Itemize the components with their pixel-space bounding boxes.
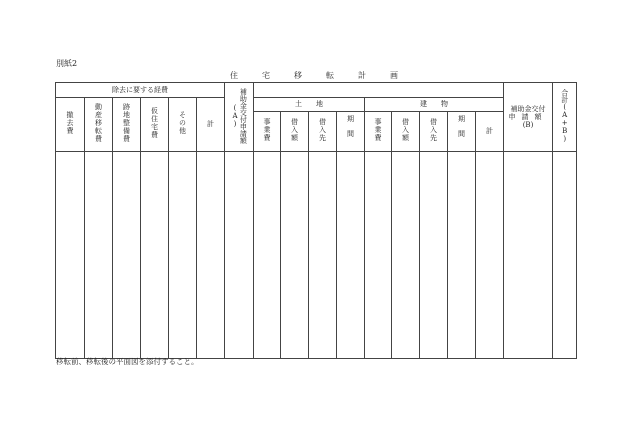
col-building-subtotal: 計 (476, 112, 504, 152)
col-movables: 動産移転費 (85, 98, 113, 152)
cell-land-lender[interactable] (309, 152, 337, 359)
col-site-prep: 跡地整備費 (113, 98, 141, 152)
col-land-lender: 借入先 (309, 112, 337, 152)
col-removal-subtotal: 計 (197, 98, 225, 152)
cell-removal-subtotal[interactable] (197, 152, 225, 359)
cell-building-loan-amount[interactable] (392, 152, 420, 359)
col-land-period: 期間 (337, 112, 365, 152)
footer-note: 移転前、移転後の平面図を添付すること。 (56, 357, 199, 366)
subsidy-b-header: 補助金交付 申請額 (B) (504, 83, 553, 152)
cell-subsidy-b[interactable] (504, 152, 553, 359)
col-land-loan-amount: 借入額 (281, 112, 309, 152)
col-building-period: 期間 (448, 112, 476, 152)
cell-building-subtotal[interactable] (476, 152, 504, 359)
blank-group-header (254, 83, 504, 98)
attachment-label: 別紙2 (56, 59, 78, 68)
cell-demolition[interactable] (56, 152, 85, 359)
building-group-header: 建 物 (365, 98, 504, 112)
cell-land-project-cost[interactable] (254, 152, 281, 359)
cell-temp-housing[interactable] (141, 152, 169, 359)
col-building-lender: 借入先 (420, 112, 448, 152)
col-building-loan-amount: 借入額 (392, 112, 420, 152)
cell-building-project-cost[interactable] (365, 152, 392, 359)
col-other: その他 (169, 98, 197, 152)
col-land-project-cost: 事業費 (254, 112, 281, 152)
removal-cost-group-header: 除去に要する経費 (56, 83, 225, 98)
cell-land-loan-amount[interactable] (281, 152, 309, 359)
relocation-plan-table (55, 82, 577, 359)
subsidy-a-header: 補助金交付申請額(A) (225, 83, 254, 152)
cell-subsidy-a[interactable] (225, 152, 254, 359)
cell-other[interactable] (169, 152, 197, 359)
cell-total[interactable] (553, 152, 577, 359)
cell-building-lender[interactable] (420, 152, 448, 359)
cell-land-period[interactable] (337, 152, 365, 359)
cell-site-prep[interactable] (113, 152, 141, 359)
cell-movables[interactable] (85, 152, 113, 359)
col-temp-housing: 仮住宅費 (141, 98, 169, 152)
col-building-project-cost: 事業費 (365, 112, 392, 152)
cell-building-period[interactable] (448, 152, 476, 359)
col-demolition: 撤去費 (56, 98, 85, 152)
page-title: 住宅移転計画 (230, 71, 422, 80)
total-header: 合計(A+B) (553, 83, 577, 152)
land-group-header: 土 地 (254, 98, 365, 112)
